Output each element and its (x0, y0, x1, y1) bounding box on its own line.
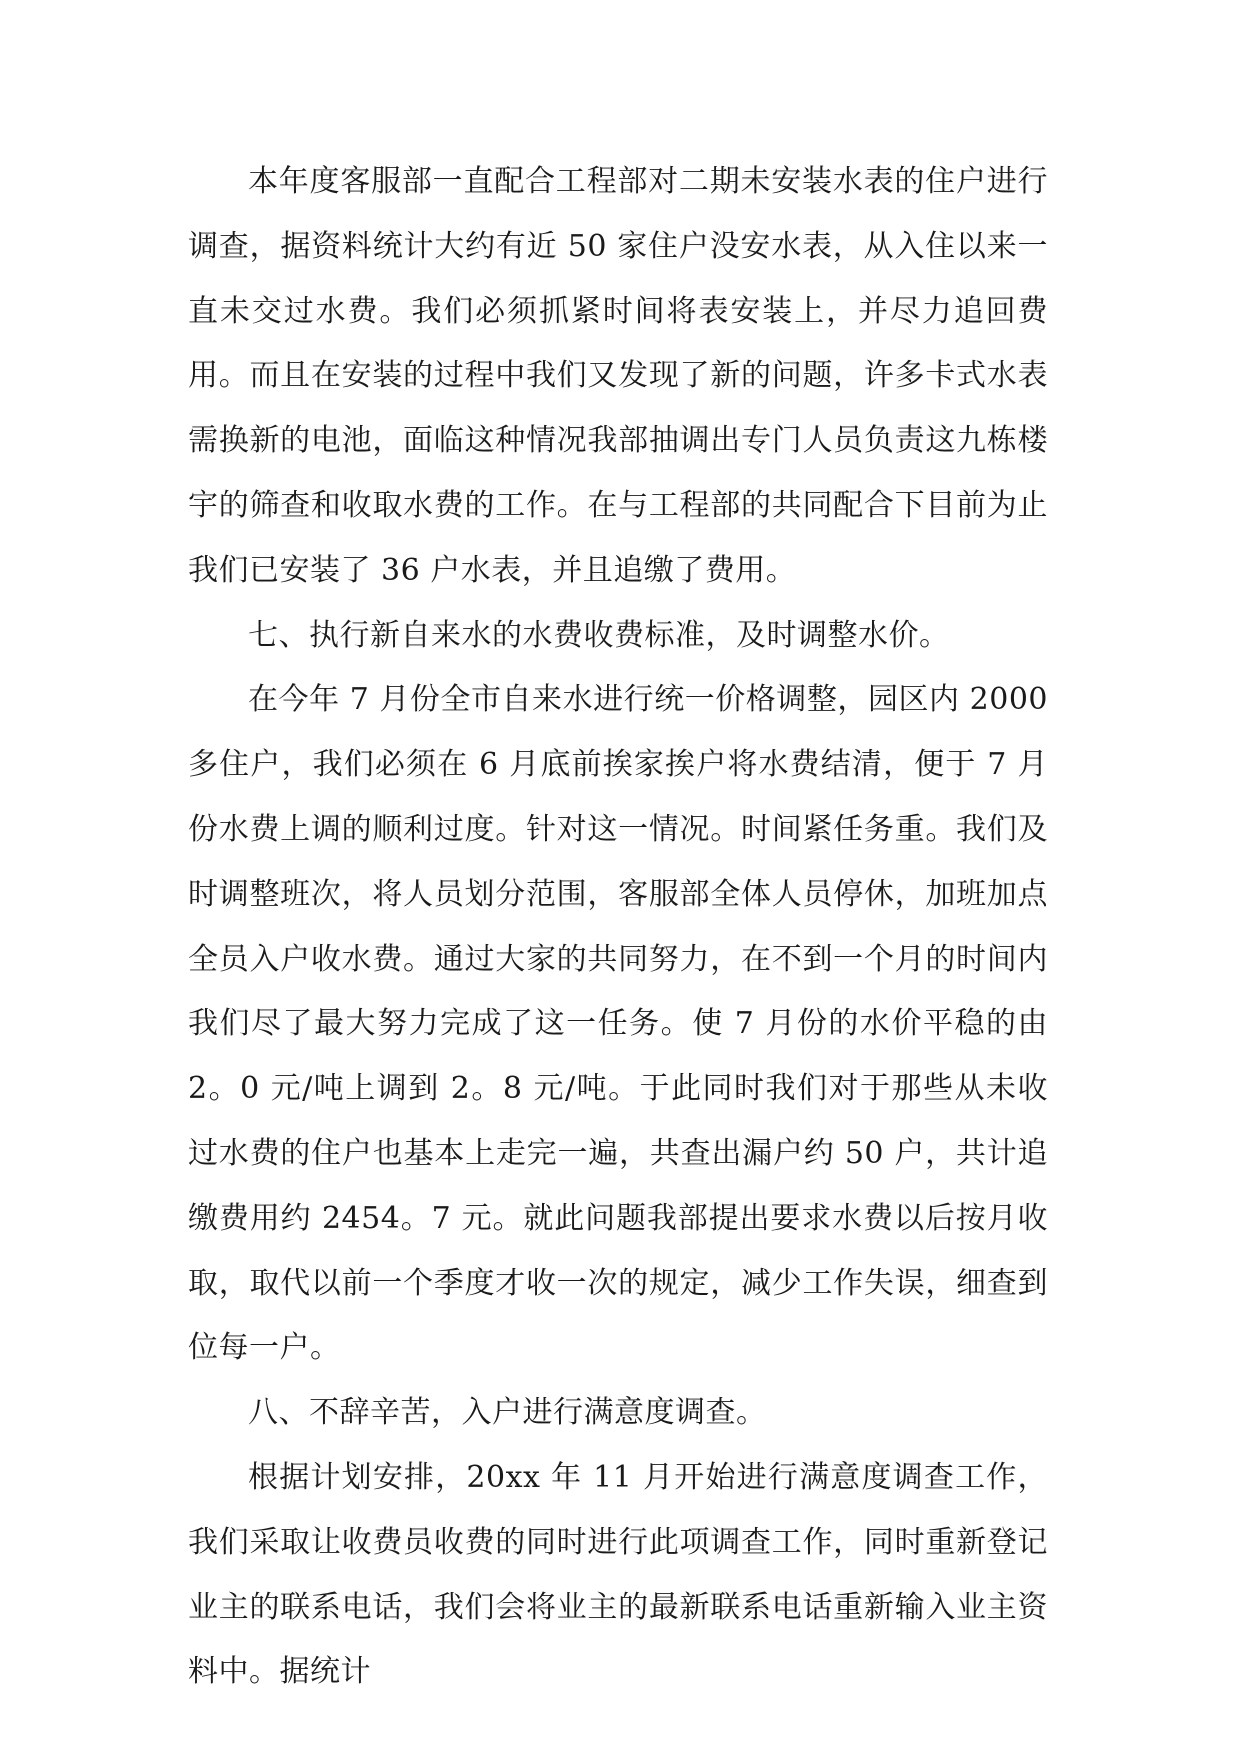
section-heading-eight: 八、不辞辛苦，入户进行满意度调查。 (248, 1395, 767, 1431)
section-heading-seven: 七、执行新自来水的水费收费标准，及时调整水价。 (248, 617, 950, 653)
document-body (188, 150, 1048, 1705)
paragraph-water-meter-installation: 本年度客服部一直配合工程部对二期未安装水表的住户进行调查，据资料统计大约有近 50 家住户没安水表，从入住以来一直未交过水费。我们必须抓紧时间将表安装上，并尽力追回费用。而且在安装的过程中我们又发现了新的问题，许多卡式水表需换新的电池，面临这种情况我部抽调出专门人员负责这九栋楼宇的筛查和收取水费的工作。在与工程部的共同配合下目前为止我们已安装了 36 户水表，并且追缴了费用。 (188, 164, 1048, 588)
paragraph-water-price-adjustment: 在今年 7 月份全市自来水进行统一价格调整，园区内 2000 多住户，我们必须在 6 月底前挨家挨户将水费结清，便于 7 月份水费上调的顺利过度。针对这一情况。时间紧任务重。我们及时调整班次，将人员划分范围，客服部全体人员停休，加班加点全员入户收水费。通过大家的共同努力，在不到一个月的时间内我们尽了最大努力完成了这一任务。使 7 月份的水价平稳的由 2。0 元/吨上调到 2。8 元/吨。于此同时我们对于那些从未收过水费的住户也基本上走完一遍，共查出漏户约 50 户，共计追缴费用约 2454。7 元。就此问题我部提出要求水费以后按月收取，取代以前一个季度才收一次的规定，减少工作失误，细查到位每一户。 (188, 682, 1048, 1366)
paragraph-satisfaction-survey: 根据计划安排，20xx 年 11 月开始进行满意度调查工作，我们采取让收费员收费的同时进行此项调查工作，同时重新登记业主的联系电话，我们会将业主的最新联系电话重新输入业主资料中。据统计 (188, 1459, 1048, 1690)
